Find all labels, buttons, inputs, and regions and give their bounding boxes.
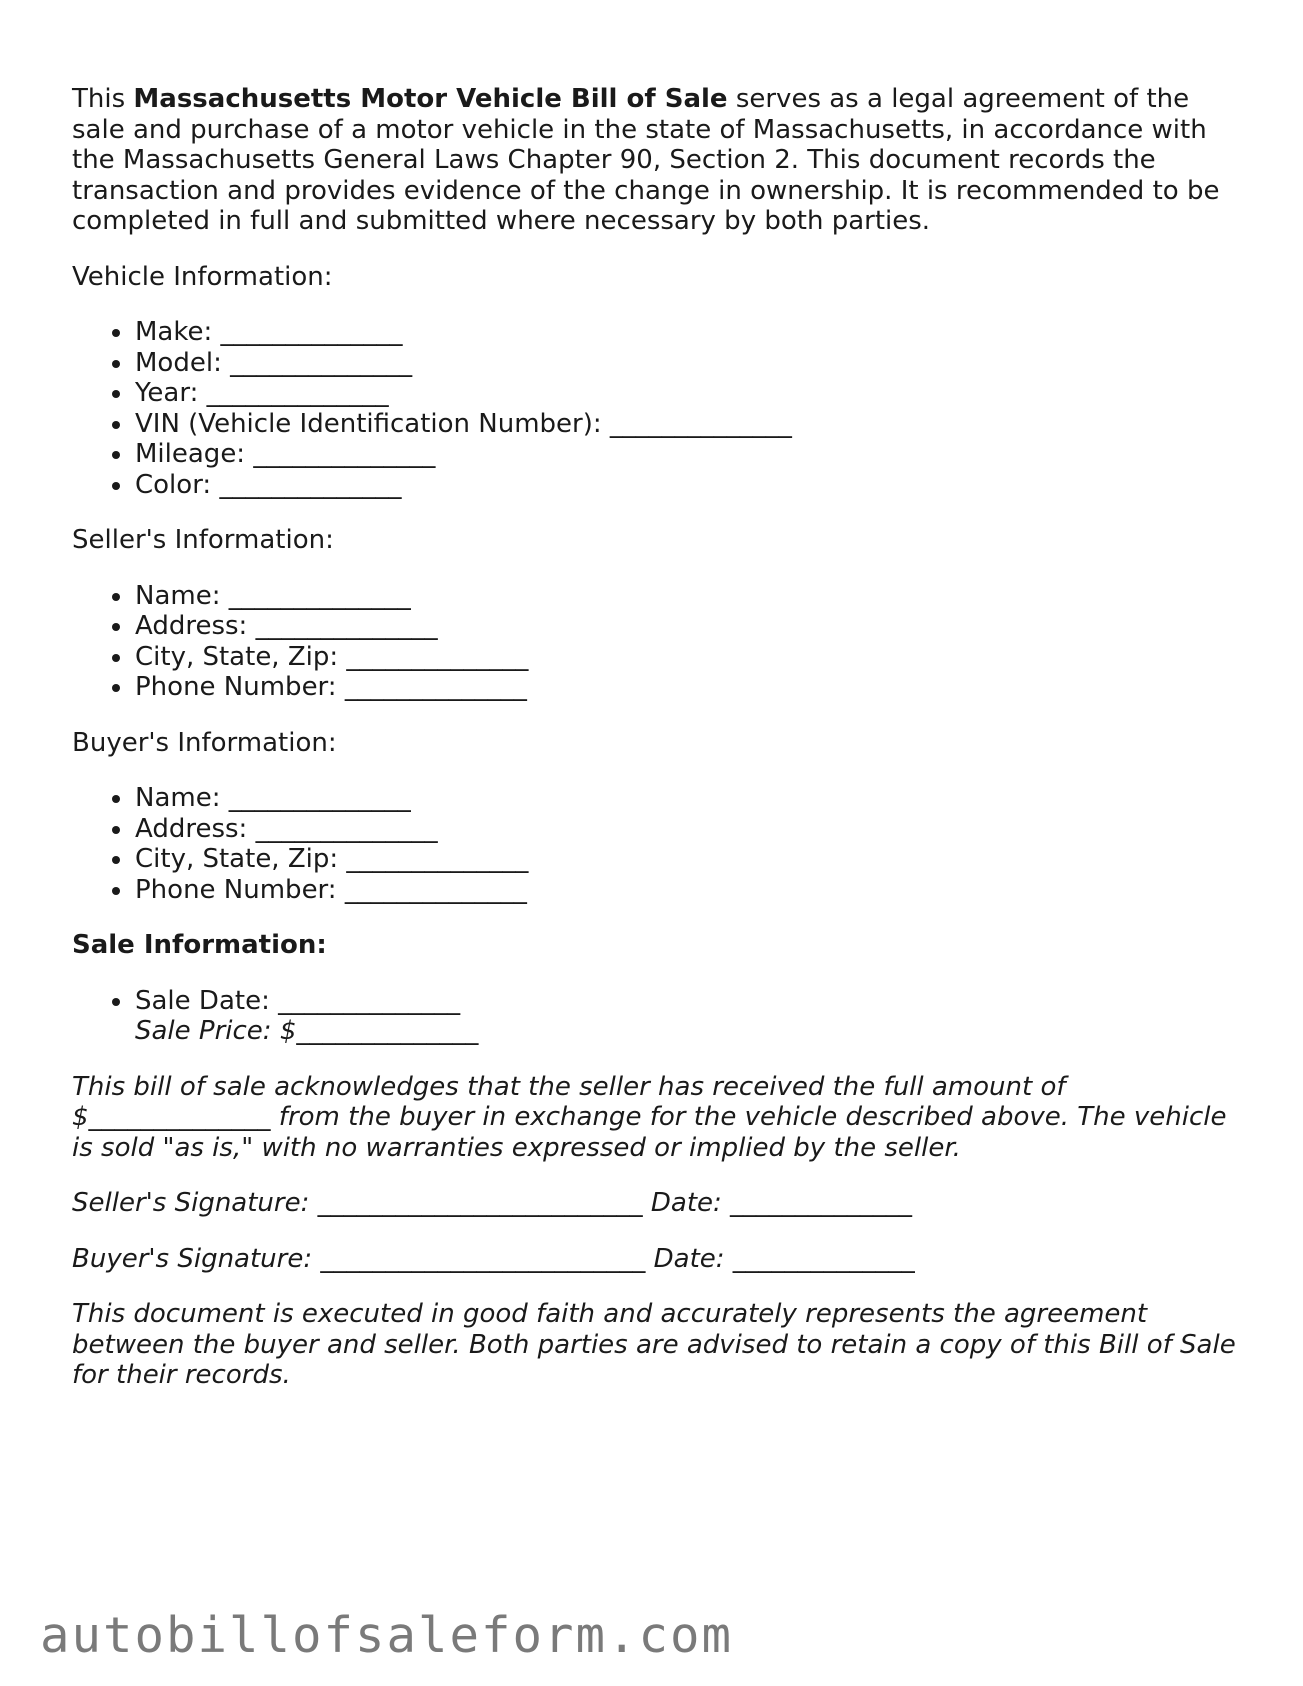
intro-prefix: This (72, 84, 134, 114)
buyer-signature-line: Buyer's Signature: _________________________ Date: ______________ (72, 1243, 915, 1274)
sale-fields-list (72, 986, 1242, 1017)
vehicle-model-field: Model: ______________ (135, 348, 1242, 379)
seller-signature-line: Seller's Signature: _________________________ Date: ______________ (72, 1188, 913, 1218)
vehicle-vin-field: VIN (Vehicle Identification Number): ______________ (135, 409, 1242, 440)
vehicle-year-field: Year: ______________ (135, 378, 1242, 409)
seller-name-field: Name: ______________ (135, 581, 1242, 612)
acknowledgement-paragraph: This bill of sale acknowledges that the seller has received the full amount of $______________ from the buyer in exchange for the vehicle described above. The vehicle is sold "as is," with no warranties expressed or implied by the seller. (72, 1071, 1227, 1163)
buyer-name-field: Name: ______________ (135, 783, 1242, 814)
seller-fields-list (72, 581, 1242, 703)
vehicle-info-heading: Vehicle Information: (72, 261, 333, 292)
seller-phone-field: Phone Number: ______________ (135, 672, 1242, 703)
seller-info-heading: Seller's Information: (72, 525, 334, 555)
sale-info-heading: Sale Information: (72, 930, 327, 960)
vehicle-color-field: Color: ______________ (135, 470, 1242, 501)
buyer-fields-list (72, 783, 1242, 905)
buyer-address-field: Address: ______________ (135, 814, 1242, 845)
sale-price-field: Sale Price: $______________ (135, 1016, 479, 1046)
document-title: Massachusetts Motor Vehicle Bill of Sale (133, 84, 728, 114)
buyer-info-heading: Buyer's Information: (72, 727, 337, 758)
vehicle-make-field: Make: ______________ (135, 317, 1242, 348)
buyer-city-state-zip-field: City, State, Zip: ______________ (135, 844, 1242, 875)
site-watermark: autobillofsaleform.com (40, 1607, 734, 1664)
intro-paragraph (72, 84, 1242, 237)
vehicle-mileage-field: Mileage: ______________ (135, 439, 1242, 470)
closing-paragraph: This document is executed in good faith and accurately represents the agreement between the buyer and seller. Both parties are advised to retain a copy of this Bill of Sale for their records. (72, 1299, 1236, 1390)
intro-body: serves as a legal agreement of the sale and purchase of a motor vehicle in the state of Massachusetts, in accordance with the Massachusetts General Laws Chapter 90, Section 2. This document records the transaction and provides evidence of the change in ownership. It is recommended to be completed in full and submitted where necessary by both parties. (72, 84, 1220, 236)
document-page (72, 84, 1242, 1391)
seller-city-state-zip-field: City, State, Zip: ______________ (135, 642, 1242, 673)
buyer-phone-field: Phone Number: ______________ (135, 875, 1242, 906)
vehicle-fields-list (72, 317, 1242, 500)
sale-date-field: Sale Date: ______________ (135, 986, 1242, 1017)
seller-address-field: Address: ______________ (135, 611, 1242, 642)
